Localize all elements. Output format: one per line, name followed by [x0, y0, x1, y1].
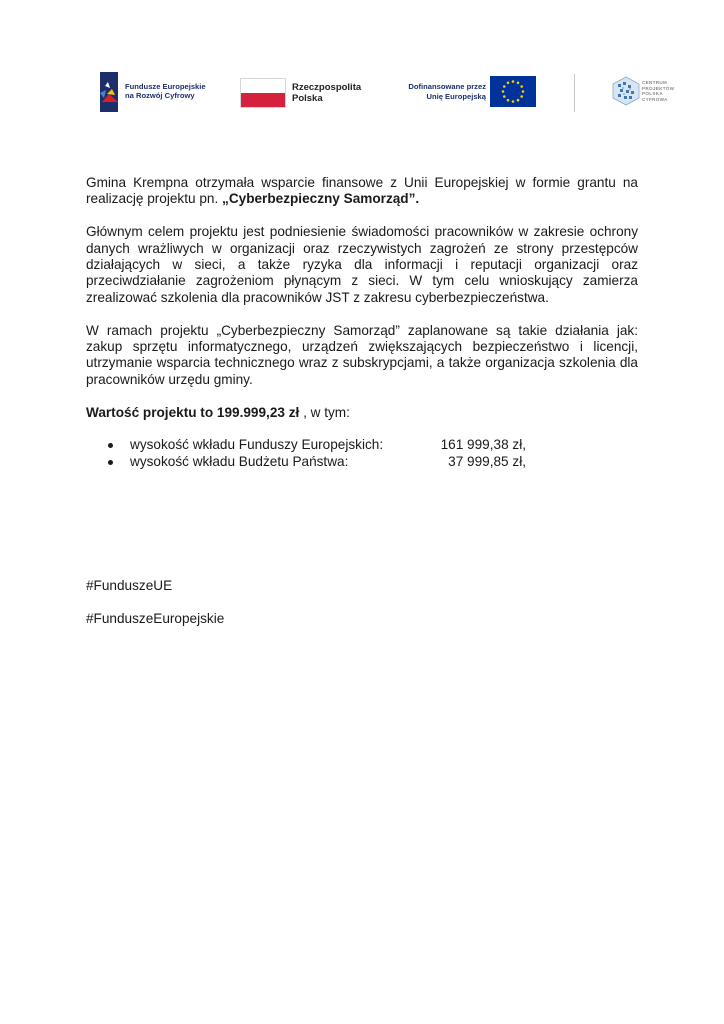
value-paragraph	[86, 405, 638, 421]
project-value: Wartość projektu to 199.999,23 zł	[86, 404, 300, 420]
header-logos	[96, 70, 675, 116]
rzeczpospolita-polska-logo	[238, 70, 378, 116]
fe-logo-text	[125, 82, 206, 100]
funding-label: wysokość wkładu Budżetu Państwa:	[130, 453, 349, 469]
cp-logo-text	[642, 80, 674, 102]
funding-value: 37 999,85 zł,	[448, 453, 526, 469]
activities-paragraph: W ramach projektu „Cyberbezpieczny Samorząd” zaplanowane są takie działania jak: zakup sprzętu informatycznego, urządzeń zwiększających bezpieczeństwo i licencji, utrzymanie wsparcia technicznego wraz z subskrypcjami, a także organizacja szkolenia dla pracowników urzędu gminy.	[86, 322, 638, 387]
bullet-icon	[108, 460, 113, 465]
ue-logo-text	[396, 82, 486, 101]
cp-line2: PROJEKTÓW	[642, 85, 675, 91]
bullet-icon	[108, 443, 113, 448]
hashtag: #FunduszeEuropejskie	[86, 611, 225, 627]
intro-text: Gmina Krempna otrzymała wsparcie finansowe z Unii Europejskiej w formie grantu na realizację projektu pn.	[86, 175, 638, 207]
fe-star-icon	[98, 72, 120, 112]
unia-europejska-logo	[396, 70, 538, 116]
funding-value: 161 999,38 zł,	[440, 437, 526, 453]
pl-line1: Rzeczpospolita	[292, 82, 362, 93]
funding-list	[86, 437, 638, 470]
centrum-projektow-logo	[612, 70, 675, 116]
polish-flag-icon	[240, 78, 286, 108]
hashtag: #FunduszeUE	[86, 578, 173, 593]
pl-line2: Polska	[292, 93, 323, 104]
intro-paragraph	[86, 175, 638, 208]
funding-label: wysokość wkładu Funduszy Europejskich:	[130, 437, 384, 453]
eu-flag-icon	[490, 76, 536, 107]
fe-line2: na Rozwój Cyfrowy	[125, 91, 195, 100]
list-item	[86, 437, 638, 453]
goal-paragraph: Głównym celem projektu jest podniesienie świadomości pracowników w zakresie ochrony danych wrażliwych w organizacji oraz rzeczywistych zagrożeń ze strony przestępców działających w sieci, a także ryzyka dla informacji i reputacji organizacji oraz przeciwdziałanie zagrożeniom płynącym z sieci. W tym celu wnioskujący zamierza zrealizować szkolenia dla pracowników JST z zakresu cyberbezpieczeństwa.	[86, 224, 638, 305]
value-suffix: , w tym:	[299, 404, 350, 420]
cp-line1: CENTRUM	[642, 80, 668, 85]
cp-cube-icon	[612, 76, 640, 106]
pl-logo-text	[292, 82, 361, 104]
document-body	[86, 175, 638, 470]
fundusze-europejskie-logo	[96, 70, 226, 116]
cp-line4: CYFROWA	[642, 96, 668, 102]
hashtags	[86, 578, 224, 645]
cp-line3: POLSKA	[642, 91, 663, 97]
fe-line1: Fundusze Europejskie	[125, 82, 206, 91]
project-name: „Cyberbezpieczny Samorząd”.	[222, 191, 420, 207]
list-item	[86, 454, 638, 470]
ue-line2: Unię Europejską	[426, 91, 486, 101]
ue-line1: Dofinansowane przez	[408, 82, 486, 91]
logo-separator	[574, 74, 575, 112]
